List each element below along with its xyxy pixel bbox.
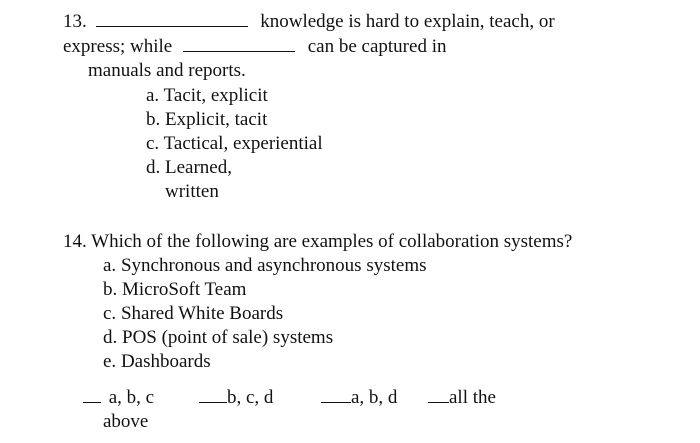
q13-option-c[interactable] [146,132,323,156]
option-text: Dashboards [120,351,211,372]
option-text: MicroSoft Team [122,279,247,300]
q13-blank-2[interactable] [183,50,295,52]
q14-answer-1[interactable] [83,386,154,410]
option-label: e. [103,351,117,372]
q13-blank-1[interactable] [96,25,248,27]
option-label: c. [103,303,117,324]
answer-text: b, c, d [227,387,274,408]
q14-answer-4[interactable] [428,386,496,410]
q13-line2-text-a: express; while [63,36,173,57]
q13-line1-text: knowledge is hard to explain, teach, or [260,11,555,32]
answer-text: a, b, c [108,387,155,408]
q14-option-b[interactable] [103,278,246,302]
q14-option-d[interactable] [103,326,333,350]
q13-option-d-continued: written [165,181,219,202]
q13-line-1 [63,10,555,34]
option-label: c. [146,133,160,154]
answer-blank[interactable] [321,401,351,403]
option-label: a. [146,85,160,106]
option-text: Shared White Boards [120,303,284,324]
option-label: b. [146,109,161,130]
answer-blank[interactable] [199,401,227,403]
option-text: Explicit, tacit [165,109,268,130]
q13-line-3: manuals and reports. [88,60,246,81]
q14-option-c[interactable] [103,302,283,326]
q14-question: 14. Which of the following are examples of collaboration systems? [63,231,573,252]
answer-blank[interactable] [428,401,449,403]
q14-answer-3[interactable] [321,386,397,410]
q13-option-a[interactable] [146,84,268,108]
q14-answer-continued: above [103,411,149,432]
option-label: a. [103,255,117,276]
answer-text: all the [449,387,496,408]
q13-option-d[interactable] [146,156,232,180]
answer-blank[interactable] [83,401,101,403]
q13-number: 13. [63,11,87,32]
q14-option-e[interactable] [103,350,211,374]
q14-answer-2[interactable] [199,386,273,410]
q13-line2-text-b: can be captured in [307,36,447,57]
option-text: POS (point of sale) systems [122,327,334,348]
q13-option-b[interactable] [146,108,267,132]
option-label: b. [103,279,118,300]
option-label: d. [146,157,161,178]
q14-option-a[interactable] [103,254,427,278]
option-text: Tactical, experiential [163,133,323,154]
q13-line-2 [63,35,446,59]
option-text: Synchronous and asynchronous systems [120,255,427,276]
option-text: Tacit, explicit [163,85,268,106]
option-text: Learned, [165,157,232,178]
option-label: d. [103,327,118,348]
answer-text: a, b, d [351,387,398,408]
